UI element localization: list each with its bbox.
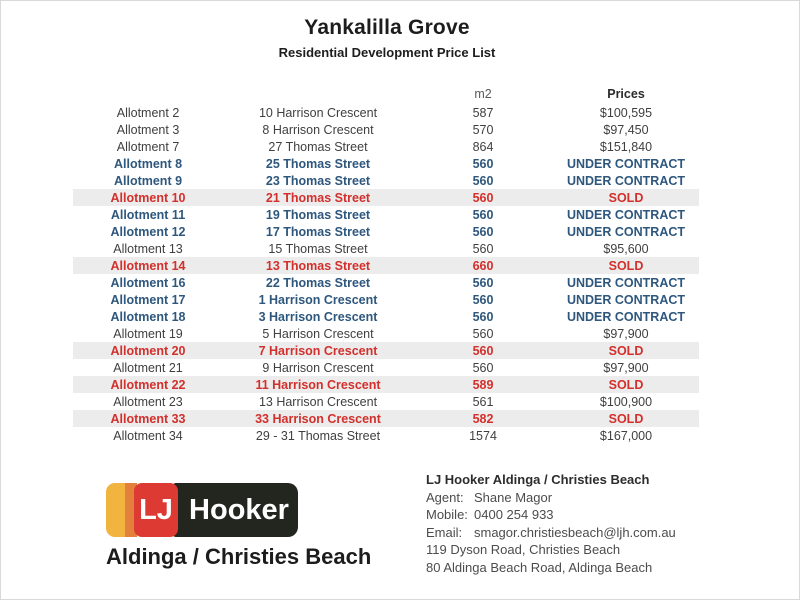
agent-name: Shane Magor bbox=[474, 489, 553, 505]
price-status-cell: UNDER CONTRACT bbox=[566, 156, 686, 171]
m2-cell: 582 bbox=[472, 411, 494, 426]
price-status-cell: $167,000 bbox=[599, 428, 653, 443]
price-status-cell: SOLD bbox=[608, 343, 644, 358]
m2-cell: 560 bbox=[472, 343, 494, 358]
allotment-cell: Allotment 7 bbox=[116, 139, 180, 154]
column-header-prices: Prices bbox=[607, 87, 645, 101]
address-cell: 21 Thomas Street bbox=[265, 190, 371, 205]
table-row bbox=[73, 325, 699, 342]
document-header bbox=[1, 16, 773, 60]
contact-mobile-line bbox=[426, 506, 676, 524]
allotment-cell: Allotment 19 bbox=[113, 326, 183, 341]
allotment-cell: Allotment 11 bbox=[110, 207, 186, 222]
address-cell: 3 Harrison Crescent bbox=[258, 309, 378, 324]
allotment-cell: Allotment 14 bbox=[110, 258, 186, 273]
lj-hooker-logo bbox=[106, 483, 298, 537]
price-status-cell: SOLD bbox=[608, 190, 644, 205]
price-status-cell: UNDER CONTRACT bbox=[566, 292, 686, 307]
table-row bbox=[73, 393, 699, 410]
table-row bbox=[73, 291, 699, 308]
m2-cell: 1574 bbox=[469, 428, 497, 443]
table-row bbox=[73, 121, 699, 138]
table-row bbox=[73, 410, 699, 427]
table-row bbox=[73, 189, 699, 206]
allotment-cell: Allotment 20 bbox=[110, 343, 186, 358]
allotment-cell: Allotment 3 bbox=[116, 122, 180, 137]
allotment-cell: Allotment 8 bbox=[113, 156, 183, 171]
agency-logo-block bbox=[106, 483, 371, 570]
m2-cell: 560 bbox=[472, 360, 494, 375]
mobile-number: 0400 254 933 bbox=[474, 507, 554, 522]
table-row bbox=[73, 427, 699, 444]
table-row bbox=[73, 274, 699, 291]
price-status-cell: $97,900 bbox=[603, 326, 649, 341]
price-status-cell: UNDER CONTRACT bbox=[566, 224, 686, 239]
price-status-cell: $151,840 bbox=[599, 139, 653, 154]
table-row bbox=[73, 223, 699, 240]
address-cell: 25 Thomas Street bbox=[265, 156, 371, 171]
m2-cell: 560 bbox=[472, 173, 494, 188]
allotment-cell: Allotment 34 bbox=[113, 428, 183, 443]
m2-cell: 560 bbox=[472, 292, 494, 307]
address-cell: 17 Thomas Street bbox=[265, 224, 371, 239]
office-address-1: 119 Dyson Road, Christies Beach bbox=[426, 542, 621, 557]
address-cell: 8 Harrison Crescent bbox=[262, 122, 374, 137]
address-cell: 23 Thomas Street bbox=[265, 173, 371, 188]
m2-cell: 560 bbox=[472, 309, 494, 324]
address-cell: 9 Harrison Crescent bbox=[262, 360, 374, 375]
m2-cell: 560 bbox=[472, 224, 494, 239]
price-table bbox=[73, 85, 699, 444]
allotment-cell: Allotment 9 bbox=[113, 173, 183, 188]
logo-yellow-stripe bbox=[106, 483, 125, 537]
price-status-cell: $97,900 bbox=[603, 360, 649, 375]
m2-cell: 560 bbox=[472, 241, 494, 256]
m2-cell: 560 bbox=[472, 275, 494, 290]
address-cell: 7 Harrison Crescent bbox=[258, 343, 378, 358]
address-cell: 19 Thomas Street bbox=[265, 207, 371, 222]
page-title: Yankalilla Grove bbox=[304, 16, 470, 39]
office-name: Aldinga / Christies Beach bbox=[106, 544, 372, 569]
address-cell: 5 Harrison Crescent bbox=[262, 326, 374, 341]
contact-agent-line bbox=[426, 489, 676, 507]
table-row bbox=[73, 138, 699, 155]
logo-hooker-wordmark: Hooker bbox=[172, 483, 298, 537]
m2-cell: 660 bbox=[472, 258, 494, 273]
column-header-m2: m2 bbox=[474, 87, 492, 101]
m2-cell: 560 bbox=[472, 190, 494, 205]
m2-cell: 560 bbox=[472, 207, 494, 222]
contact-office-title: LJ Hooker Aldinga / Christies Beach bbox=[426, 472, 650, 487]
table-row bbox=[73, 257, 699, 274]
table-row bbox=[73, 308, 699, 325]
m2-cell: 587 bbox=[472, 105, 494, 120]
price-status-cell: UNDER CONTRACT bbox=[566, 207, 686, 222]
m2-cell: 570 bbox=[472, 122, 494, 137]
logo-lj-monogram: LJ bbox=[134, 483, 178, 537]
price-status-cell: SOLD bbox=[608, 377, 644, 392]
m2-cell: 589 bbox=[472, 377, 494, 392]
address-cell: 11 Harrison Crescent bbox=[255, 377, 381, 392]
email-address: smagor.christiesbeach@ljh.com.au bbox=[474, 524, 676, 540]
table-row bbox=[73, 376, 699, 393]
price-status-cell: UNDER CONTRACT bbox=[566, 309, 686, 324]
address-cell: 13 Thomas Street bbox=[265, 258, 371, 273]
address-cell: 15 Thomas Street bbox=[268, 241, 368, 256]
office-address-2: 80 Aldinga Beach Road, Aldinga Beach bbox=[426, 559, 653, 575]
allotment-cell: Allotment 33 bbox=[110, 411, 186, 426]
table-header-row bbox=[73, 85, 699, 103]
price-status-cell: UNDER CONTRACT bbox=[566, 173, 686, 188]
contact-email-line bbox=[426, 524, 676, 542]
m2-cell: 560 bbox=[472, 156, 494, 171]
allotment-cell: Allotment 2 bbox=[116, 105, 180, 120]
table-row bbox=[73, 155, 699, 172]
price-status-cell: SOLD bbox=[608, 411, 644, 426]
page-subtitle: Residential Development Price List bbox=[278, 45, 496, 60]
price-status-cell: UNDER CONTRACT bbox=[566, 275, 686, 290]
m2-cell: 864 bbox=[472, 139, 494, 154]
price-status-cell: $95,600 bbox=[603, 241, 649, 256]
address-cell: 27 Thomas Street bbox=[268, 139, 368, 154]
price-status-cell: SOLD bbox=[608, 258, 644, 273]
allotment-cell: Allotment 13 bbox=[113, 241, 183, 256]
allotment-cell: Allotment 17 bbox=[110, 292, 186, 307]
allotment-cell: Allotment 16 bbox=[110, 275, 186, 290]
email-label: Email: bbox=[426, 524, 463, 540]
m2-cell: 560 bbox=[472, 326, 494, 341]
table-row bbox=[73, 206, 699, 223]
table-row bbox=[73, 240, 699, 257]
address-cell: 1 Harrison Crescent bbox=[258, 292, 378, 307]
mobile-label: Mobile: bbox=[426, 507, 468, 522]
price-status-cell: $97,450 bbox=[603, 122, 649, 137]
price-status-cell: $100,595 bbox=[599, 105, 653, 120]
agent-label: Agent: bbox=[426, 489, 464, 505]
address-cell: 29 - 31 Thomas Street bbox=[255, 428, 381, 443]
allotment-cell: Allotment 23 bbox=[113, 394, 183, 409]
table-row bbox=[73, 342, 699, 359]
allotment-cell: Allotment 21 bbox=[113, 360, 183, 375]
address-cell: 13 Harrison Crescent bbox=[258, 394, 378, 409]
allotment-cell: Allotment 22 bbox=[110, 377, 186, 392]
price-status-cell: $100,900 bbox=[599, 394, 653, 409]
table-row bbox=[73, 359, 699, 376]
address-cell: 33 Harrison Crescent bbox=[255, 411, 381, 426]
contact-details bbox=[426, 471, 676, 576]
allotment-cell: Allotment 10 bbox=[110, 190, 186, 205]
address-cell: 10 Harrison Crescent bbox=[258, 105, 378, 120]
address-cell: 22 Thomas Street bbox=[265, 275, 371, 290]
allotment-cell: Allotment 18 bbox=[110, 309, 186, 324]
m2-cell: 561 bbox=[472, 394, 494, 409]
allotment-cell: Allotment 12 bbox=[110, 224, 186, 239]
table-row bbox=[73, 104, 699, 121]
table-row bbox=[73, 172, 699, 189]
